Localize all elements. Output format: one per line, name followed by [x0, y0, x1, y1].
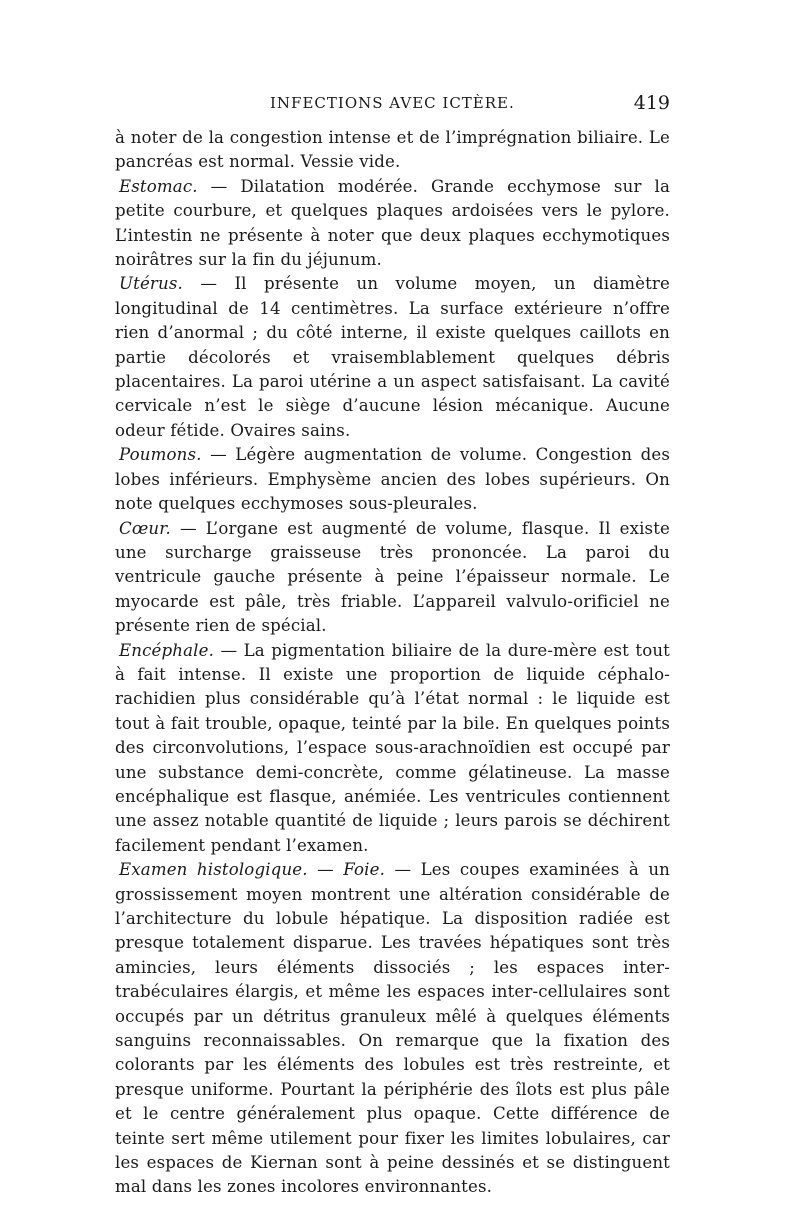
paragraph-coeur [115, 517, 670, 639]
paragraph-uterus [115, 272, 670, 443]
section-heading: Encéphale. [119, 640, 215, 660]
paragraph-text: — Il présente un volume moyen, un diamètre longitudinal de 14 centimètres. La surface extérieure n’offre rien d’anormal ; du côté interne, il existe quelques caillots en partie décolorés et vraisemblablement quelques débris placentaires. La paroi utérine a un aspect satisfaisant. La cavité cervicale n’est le siège d’aucune lésion mécanique. Aucune odeur fétide. Ovaires sains. [115, 274, 670, 440]
section-heading: Utérus. [119, 274, 183, 294]
section-heading: Estomac. [119, 176, 198, 196]
section-heading: Cœur. [119, 518, 171, 538]
section-heading: Examen histologique. — Foie. [119, 860, 386, 880]
running-head [115, 92, 670, 126]
paragraph-text: — Les coupes examinées à un grossissement moyen montrent une altération considérable de l’architecture du lobule hépatique. La disposition radiée est presque totalement disparue. Les travées hépatiques sont très amincies, leurs éléments dissociés ; les espaces inter-trabéculaires élargis, et même les espaces inter-cellulaires sont occupés par un détritus granuleux mêlé à quelques éléments sanguins reconnaissables. On remarque que la fixation des colorants par les éléments des lobules est très restreinte, et presque uniforme. Pourtant la périphérie des îlots est plus pâle et le centre généralement plus opaque. Cette différence de teinte sert même utilement pour fixer les limites lobulaires, car les espaces de Kiernan sont à peine dessinés et se distinguent mal dans les zones incolores environnantes. [115, 860, 670, 1197]
book-page [115, 92, 670, 1200]
paragraph-text: — L’organe est augmenté de volume, flasque. Il existe une surcharge graisseuse très prononcée. La paroi du ventricule gauche présente à peine l’épaisseur normale. Le myocarde est pâle, très friable. L’appareil valvulo-orificiel ne présente rien de spécial. [115, 518, 670, 636]
paragraph-text: — Légère augmentation de volume. Congestion des lobes inférieurs. Emphysème ancien des lobes supérieurs. On note quelques ecchymoses sous-pleurales. [115, 445, 670, 514]
running-title: INFECTIONS AVEC ICTÈRE. [270, 94, 515, 112]
page-number: 419 [633, 92, 670, 114]
body-text [115, 126, 670, 1200]
paragraph-text: — Dilatation modérée. Grande ecchymose sur la petite courbure, et quelques plaques ardoisées vers le pylore. L’intestin ne présente à noter que deux plaques ecchymotiques noirâtres sur la fin du jéjunum. [115, 176, 670, 270]
paragraph-examen-histologique [115, 858, 670, 1200]
paragraph-continuation [115, 126, 670, 175]
paragraph-encephale [115, 639, 670, 859]
paragraph-poumons [115, 443, 670, 516]
section-heading: Poumons. [119, 445, 202, 465]
paragraph-text: — La pigmentation biliaire de la dure-mère est tout à fait intense. Il existe une proportion de liquide céphalo-rachidien plus considérable qu’à l’état normal : le liquide est tout à fait trouble, opaque, teinté par la bile. En quelques points des circonvolutions, l’espace sous-arachnoïdien est occupé par une substance demi-concrète, comme gélatineuse. La masse encéphalique est flasque, anémiée. Les ventricules contiennent une assez notable quantité de liquide ; leurs parois se déchirent facilement pendant l’examen. [115, 640, 670, 855]
paragraph-text: à noter de la congestion intense et de l’imprégnation biliaire. Le pancréas est normal. Vessie vide. [115, 128, 670, 172]
paragraph-estomac [115, 175, 670, 273]
